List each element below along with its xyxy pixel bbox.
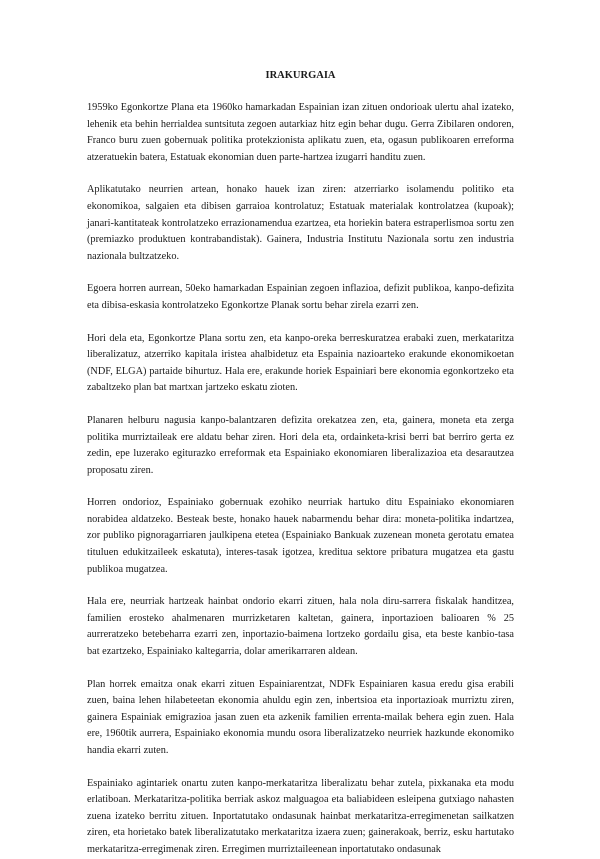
paragraph: Egoera horren aurrean, 50eko hamarkadan Espainian zegoen inflazioa, defizit publikoa, kanpo-defizita eta dibisa-eskasia kontrolatzeko Egonkortze Planak sortu behar zirela ezarri zen. — [87, 283, 514, 311]
paragraph: 1959ko Egonkortze Plana eta 1960ko hamarkadan Espainian izan zituen ondorioak ulertu ahal izateko, lehenik eta behin herrialdea suntsituta zegoen autarkiaz hitz egin behar dugu. Gerra Zibilaren ondoren, Franco buru zuen gobernuak politika protekzionista aplikatu zuen, eta, ogasun publikoaren erreforma atzeratuekin batera, Estatuak ekonomian duen parte-hartzea izugarri handitu zuen. — [87, 102, 514, 163]
paragraph: Espainiako agintariek onartu zuten kanpo-merkataritza liberalizatu behar zutela, pixkanaka eta modu erlatiboan. Merkataritza-politika berriak askoz malguagoa eta baliabideen esleipena gutxiago nahasten zuena izateko berritu zituen. Inportatutako ondasunak hainbat merkataritza-erregimenetan sailkatzen ziren, eta horietako batek liberalizatutako merkataritza izaera zuen; gainerakoak, berriz, esku hartutako merkataritza-erregimenak ziren. Erregimen murriztaileenean inportatutako ondasunak — [87, 777, 514, 855]
paragraph: Horren ondorioz, Espainiako gobernuak ezohiko neurriak hartuko ditu Espainiako ekonomiaren norabidea aldatzeko. Besteak beste, honako hauek nabarmendu behar dira: moneta-politika indartzea, zor publiko pignoragarriaren jaulkipena etetea (Espainiako Bankuak zuzenean moneta gerotatu ematea tituluen edukitzaileek eskatuta), interes-tasak igotzea, kreditua sektore pribatura mugatzea eta gastu publikoa mugatzea. — [87, 497, 514, 575]
document-title: IRAKURGAIA — [265, 70, 336, 81]
paragraph: Plan horrek emaitza onak ekarri zituen Espainiarentzat, NDFk Espainiaren kasua eredu gisa erabili zuen, baina lehen hilabeteetan ekonomia ahuldu egin zen, inbertsioa eta inportazioak murriztu ziren, gainera Espainiak emigrazioa jasan zuen eta azkenik familien errenta-mailak behera egin zuen. Hala ere, 1960tik aurrera, Espainiako ekonomia mundu osora liberalizatzeko neurriek hazkunde ekonomiko handia ekarri zuten. — [87, 678, 514, 756]
paragraph: Aplikatutako neurrien artean, honako hauek izan ziren: atzerriarko isolamendu politiko eta ekonomikoa, salgaien eta dibisen garraioa kontrolatuz; Estatuak materialak kontrolatzea (kupoak); janari-kantitateak kontrolatzeko errazionamendua ezartzea, eta horiekin batera estraperlismoa sortu zen (premiazko produktuen kontrabandistak). Gainera, Industria Institutu Nazionala sortu zen industria nazionala bultzatzeko. — [87, 184, 514, 262]
paragraph: Planaren helburu nagusia kanpo-balantzaren defizita orekatzea zen, eta, gainera, moneta eta zerga politika murriztaileak ere aldatu behar ziren. Hori dela eta, ordainketa-krisi berri bat berriro gerta ez zedin, epe luzerako egiturazko erreformak eta Espainiako ekonomiaren liberalizazioa eta desarautzea proposatu ziren. — [87, 414, 514, 476]
paragraph: Hori dela eta, Egonkortze Plana sortu zen, eta kanpo-oreka berreskuratzea erabaki zuen, merkataritza liberalizatuz, atzerriko kapitala iristea ahalbidetuz eta Espainia nazioarteko erakunde ekonomikoetan (NDF, ELGA) partaide bihurtuz. Hala ere, erakunde horiek Espainiari bere ekonomia egonkortzeko eta zabaltzeko plan bat martxan jartzeko eskatu zioten. — [87, 332, 514, 394]
paragraph: Hala ere, neurriak hartzeak hainbat ondorio ekarri zituen, hala nola diru-sarrera fiskalak handitzea, familien erosteko ahalmenaren murrizketaren kaltetan, gainera, inportazioen balioaren % 25 aurreratzeko betebeharra ezarri zen, inportazio-baimena lortzeko gordailu gisa, eta beste kanbio-tasa bat ezartzeko, Espainiako kaltegarria, dolar amerikarraren aldean. — [87, 596, 514, 658]
